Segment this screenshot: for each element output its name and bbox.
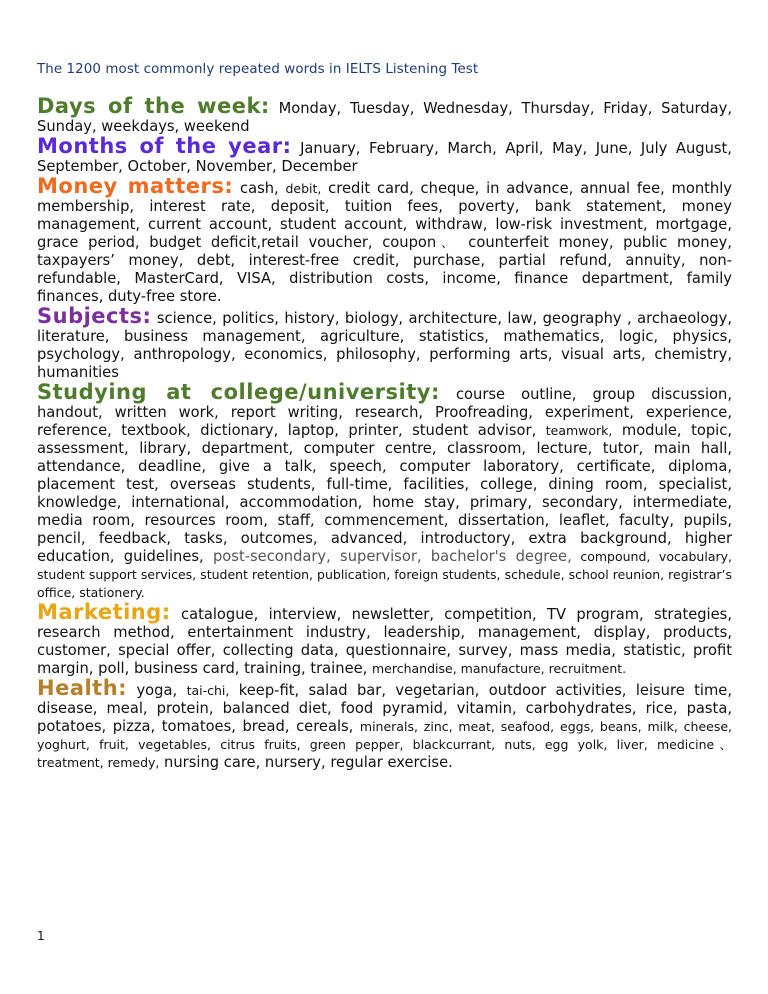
- document-title: The 1200 most commonly repeated words in IELTS Listening Test: [37, 62, 479, 77]
- page-number: 1: [37, 929, 45, 943]
- section-words: credit card, cheque, in advance, annual fee, monthly membership, interest rate, deposit, tuition fees, poverty, bank statement, money management, current account, student account, withdraw, low-risk investment, mortgage, grace period, budget deficit,retail voucher, coupon: [37, 180, 732, 251]
- section-words: merchandise, manufacture, recruitment.: [371, 661, 627, 676]
- section-heading: Days of the week:: [37, 94, 270, 118]
- section-words: minerals, zinc, meat, seafood, eggs, beans, milk, cheese, yoghurt, fruit, vegetables, citrus fruits, green pepper, blackcurrant, nuts, egg yolk, liver, medicine: [37, 719, 732, 752]
- section-health: [37, 676, 732, 772]
- section-heading: Health:: [37, 676, 128, 700]
- section-words: science, politics, history, biology, architecture, law, geography , archaeology, literature, business management, agriculture, statistics, mathematics, logic, physics, psychology, anthropology, economics, philosophy, performing arts, visual arts, chemistry, humanities: [37, 310, 732, 381]
- section-words: module, topic, assessment, library, department, computer centre, classroom, lecture, tutor, main hall, attendance, deadline, give a talk, speech, computer laboratory, certificate, diploma, placement test, overseas students, full-time, facilities, college, dining room, specialist, knowledge, international, accommodation, home stay, primary, secondary, intermediate, media room, resources room, staff, commencement, dissertation, leaflet, faculty, pupils, pencil, feedback, tasks, outcomes, advanced, introductory, extra background, higher education, guidelines,: [37, 422, 732, 565]
- section-marketing: [37, 600, 732, 678]
- section-studying: [37, 380, 732, 602]
- section-words: catalogue, interview, newsletter, competition, TV program, strategies, research method, entertainment industry, leadership, management, display, products, customer, special offer, collecting data, questionnaire, survey, mass media, statistic, profit margin, poll, business card, training, trainee,: [37, 606, 732, 677]
- section-heading: Marketing:: [37, 600, 171, 624]
- section-subjects: [37, 304, 732, 382]
- section-words: 、: [714, 737, 732, 752]
- section-words: counterfeit money, public money, taxpayers’ money, debt, interest-free credit, purchase, partial refund, annuity, non-refundable, MasterCard, VISA, distribution costs, income, finance department, family finances, duty-free store.: [37, 234, 732, 305]
- section-words: post-secondary, supervisor, bachelor's degree,: [212, 548, 572, 565]
- section-words: treatment, remedy,: [37, 755, 160, 770]
- section-heading: Months of the year:: [37, 134, 292, 158]
- section-heading: Money matters:: [37, 174, 234, 198]
- section-days: [37, 94, 733, 136]
- section-words: teamwork,: [545, 423, 613, 438]
- section-words: keep-fit, salad bar, vegetarian, outdoor activities, leisure time, disease, meal, protein, balanced diet, food pyramid, vitamin, carbohydrates, rice, pasta, potatoes, pizza, tomatoes, bread, cereals,: [37, 682, 732, 735]
- section-words: debit,: [285, 181, 322, 196]
- section-words: cash,: [240, 180, 286, 197]
- section-words: yoga,: [136, 682, 187, 699]
- word-list: [37, 94, 733, 773]
- section-words: January, February, March, April, May, June, July August, September, October, November, December: [37, 140, 732, 175]
- section-heading: Subjects:: [37, 304, 152, 328]
- section-words: 、: [436, 235, 459, 250]
- section-words: course outline, group discussion, handout, written work, report writing, research, Proofreading, experiment, experience, reference, textbook, dictionary, laptop, printer, student advisor,: [37, 386, 732, 439]
- section-words: nursing care, nursery, regular exercise.: [159, 754, 453, 771]
- section-words: Monday, Tuesday, Wednesday, Thursday, Friday, Saturday, Sunday, weekdays, weekend: [37, 100, 733, 135]
- section-months: [37, 134, 732, 176]
- section-words: tai-chi,: [186, 683, 230, 698]
- section-words: compound, vocabulary, student support services, student retention, publication, foreign students, schedule, school reunion, registrar’s office, stationery.: [37, 549, 732, 600]
- section-money: [37, 174, 732, 306]
- section-heading: Studying at college/university:: [37, 380, 440, 404]
